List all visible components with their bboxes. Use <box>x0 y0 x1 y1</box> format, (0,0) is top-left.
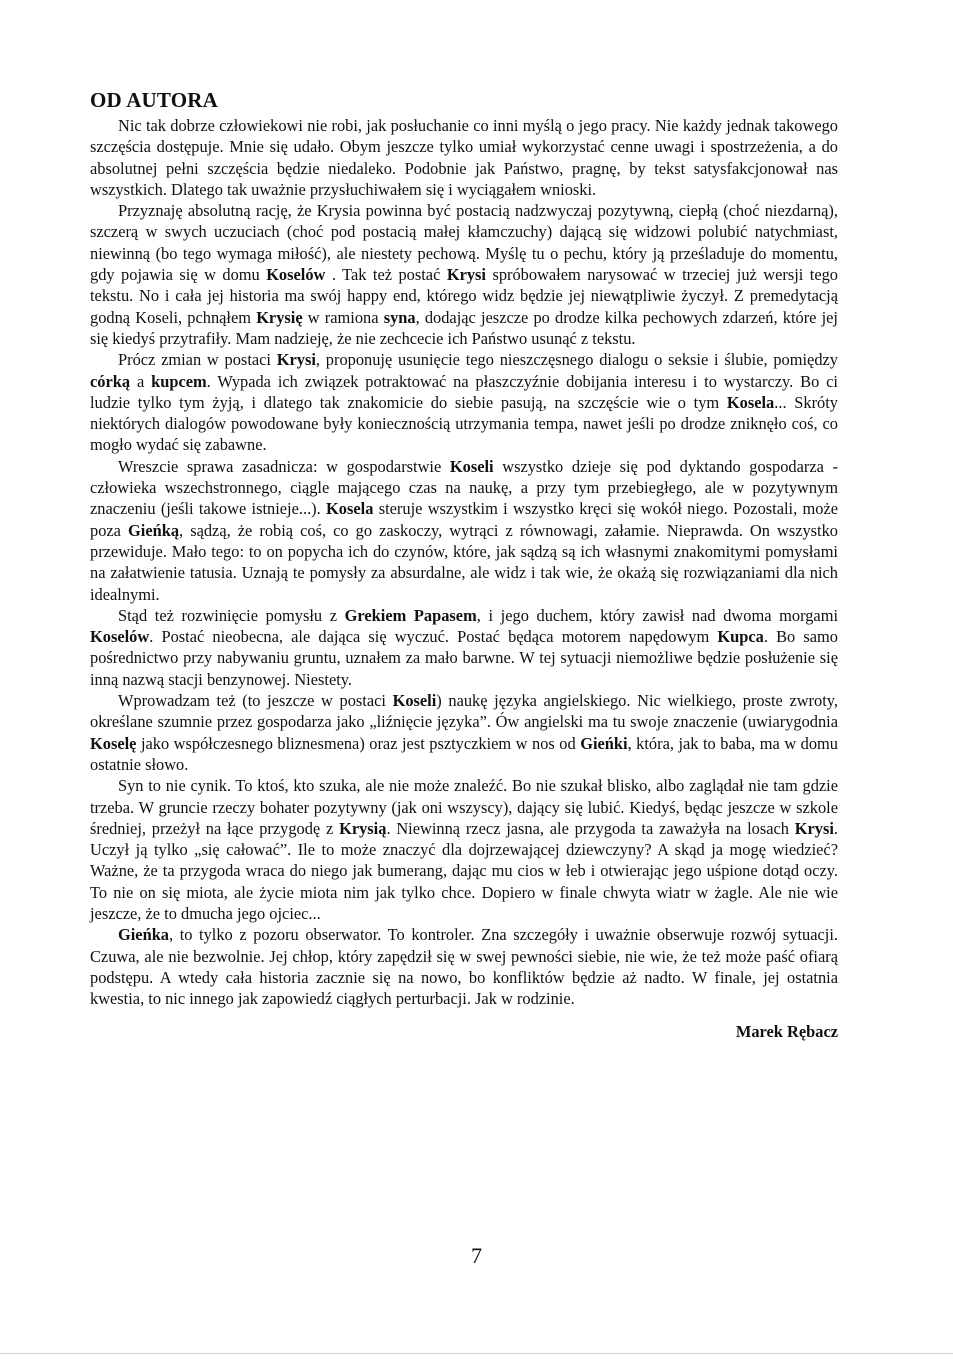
text-run: ) naukę języka angielskiego. Nic wielkiego, proste zwroty, określane szumnie przez gospodarza jako „liźnięcie języka”. Ów angielski ma tu swoje znaczenie (uwiarygodnia <box>90 691 838 732</box>
body-text <box>90 115 838 1009</box>
bold-name: Koseli <box>392 691 437 711</box>
text-run: Przyznaję absolutną rację, że Krysia powinna być postacią nadzwyczaj pozytywną, ciepłą (choć niezdarną), szczerą w swych uczuciach (choć pod postacią małej kłamczuchy) dającą się widzowi polubić natychmiast, niewinną (bo tego wymaga miłość), ale niestety pechową. Myślę tu o pechu, który ją prześladuje do momentu, gdy pojawia się w domu <box>90 201 838 285</box>
paragraph <box>90 775 838 924</box>
text-run: spróbowałem narysować w trzeciej już wersji tego tekstu. No i cała jej historia ma swój happy end, którego widz będzie jej niewątpliwie życzył. Z premedytacją godną Koseli, pchnąłem <box>90 265 838 327</box>
bold-name: Koselów <box>266 265 326 285</box>
bold-name: syna <box>383 307 416 327</box>
bold-name: Koselów <box>90 627 150 647</box>
author-signature: Marek Rębacz <box>735 1022 838 1042</box>
text-run: Wreszcie sprawa zasadnicza: w gospodarstwie <box>118 456 450 476</box>
paragraph <box>90 456 838 605</box>
text-run: Nic tak dobrze człowiekowi nie robi, jak posłuchanie co inni myślą o jego pracy. Nie każdy jednak takowego szczęścia dostępuje. Mnie się udało. Obym jeszcze tylko umiał wykorzystać cenne uwagi i spostrzeżenia, a do absolutnej pełni szczęścia będzie niedaleko. Podobnie jak Państwo, pragnę, by tekst satysfakcjonował nas wszystkich. Dlatego tak uważnie przysłuchiwałem się i wyciągałem wnioski. <box>90 116 838 199</box>
text-run: , która, jak to baba, ma w domu ostatnie słowo. <box>90 733 838 774</box>
footer-divider <box>0 1353 953 1354</box>
text-run: steruje wszystkim i wszystko kręci się wokół niego. Pozostali, może poza <box>90 499 838 540</box>
text-run: . Postać nieobecna, ale dająca się wyczuć. Postać będąca motorem napędowym <box>149 627 718 647</box>
text-run: , sądzą, że robią coś, co go zaskoczy, wytrąci z równowagi, załamie. Nieprawda. On wszystko przewiduje. Mało tego: to on popycha ich do czynów, które, jak sądzą są ich własnymi znakomitymi pomysłami na załatwienie tatusia. Uznają te pomysły za absurdalne, ale widz i tak wie, że okażą się rozwiązaniami dla nich idealnymi. <box>90 520 838 604</box>
bold-name: Krysią <box>339 818 387 838</box>
text-run: . Wypada ich związek potraktować na płaszczyźnie dobijania interesu i to wystarczy. Bo ci ludzie tylko tym żyją, i dlatego tak znakomicie do siebie pasują, na szczęście wie o tym <box>90 371 838 412</box>
text-run: . Uczył ją tylko „się całować”. Ile to może znaczyć dla dojrzewającej dziewczyny? A skąd ja mogę wiedzieć? Ważne, że ta przygoda wraca do niego jak bumerang, dając mu cios w łeb i otwierając jego uśpione dotąd oczy. To nie on się miota, ale życie miota nim jak tylko chce. Dopiero w finale chwyta wiatr w żagle. Ale nie wie jeszcze, że to dmucha jego ojciec... <box>90 818 838 923</box>
text-run: ... Skróty niektórych dialogów powodowane były koniecznością utrzymania tempa, nawet jeśli po drodze zniknęło coś, co mogło wydać się zabawne. <box>90 392 838 455</box>
text-run: . Niewinną rzecz jasna, ale przygoda ta zaważyła na losach <box>386 818 795 838</box>
paragraph <box>90 605 838 690</box>
paragraph <box>90 924 838 1009</box>
bold-name: Kosela <box>726 392 775 412</box>
bold-name: Krysi <box>794 818 834 838</box>
bold-name: Gieńki <box>580 733 628 753</box>
paragraph <box>90 200 838 349</box>
bold-name: Kosela <box>326 499 374 519</box>
paragraph <box>90 115 838 200</box>
bold-name: kupcem <box>151 371 207 391</box>
paragraph <box>90 349 838 455</box>
bold-name: Koselę <box>90 733 137 753</box>
text-run: Stąd też rozwinięcie pomysłu z <box>118 605 345 625</box>
bold-name: Gieńka <box>118 925 170 945</box>
bold-name: Krysi <box>276 350 316 370</box>
bold-name: Krysi <box>446 265 486 285</box>
text-run: Wprowadzam też (to jeszcze w postaci <box>118 691 393 711</box>
text-run: , proponuję usunięcie tego nieszczęsnego dialogu o seksie i ślubie, pomiędzy <box>315 350 838 370</box>
text-run: a <box>130 371 152 391</box>
section-heading: OD AUTORA <box>90 88 219 112</box>
text-run: Syn to nie cynik. To ktoś, kto szuka, ale nie może znaleźć. Bo nie szukał blisko, albo zaglądał nie tam gdzie trzeba. W gruncie rzeczy bohater pozytywny (jak oni wszyscy), dający się lubić. Kiedyś, będąc jeszcze w szkole średniej, przeżył na łące przygodę z <box>90 776 838 838</box>
text-run: , to tylko z pozoru obserwator. To kontroler. Zna szczegóły i uważnie obserwuje rozwój sytuacji. Czuwa, ale nie bezwolnie. Jej chłop, który zapędził się w swej pewności siebie, nie wie, że też może paść ofiarą podstępu. A wtedy cała historia zacznie się na nowo, bo konfliktów będzie aż nadto. W finale, jej ostatnia kwestia, to nic innego jak zapowiedź ciągłych perturbacji. Jak w rodzinie. <box>90 925 838 1009</box>
bold-name: Gieńką <box>128 520 180 540</box>
bold-name: Grekiem Papasem <box>344 605 477 625</box>
text-run: wszystko dzieje się pod dyktando gospodarza -człowieka wszechstronnego, ciągle mającego czas na naukę, a przy tym przebiegłego, ale w pozytywnym znaczeniu (jeśli takowe istnieje...). <box>90 456 838 519</box>
page-number: 7 <box>471 1243 482 1268</box>
document-page <box>90 88 838 1042</box>
bold-name: Kupca <box>717 627 764 647</box>
bold-name: córką <box>90 371 131 391</box>
text-run: . Bo samo pośrednictwo przy nabywaniu gruntu, uznałem za mało barwne. W tej sytuacji niemożliwe będzie posłużenie się inną nazwą stacji benzynowej. Niestety. <box>90 627 838 689</box>
bold-name: Krysię <box>256 307 303 327</box>
text-run: w ramiona <box>302 307 384 327</box>
text-run: . Tak też postać <box>325 265 447 285</box>
paragraph <box>90 690 838 775</box>
bold-name: Koseli <box>449 456 494 476</box>
text-run: jako współczesnego bliznesmena) oraz jest psztyczkiem w nos od <box>136 733 581 753</box>
text-run: , dodając jeszcze po drodze kilka pechowych zdarzeń, które jej się kiedyś przytrafiły. Mam nadzieję, że nie zechcecie ich Państwo usunąć z tekstu. <box>90 307 838 348</box>
text-run: Prócz zmian w postaci <box>118 350 277 370</box>
text-run: , i jego duchem, który zawisł nad dwoma morgami <box>476 605 839 625</box>
